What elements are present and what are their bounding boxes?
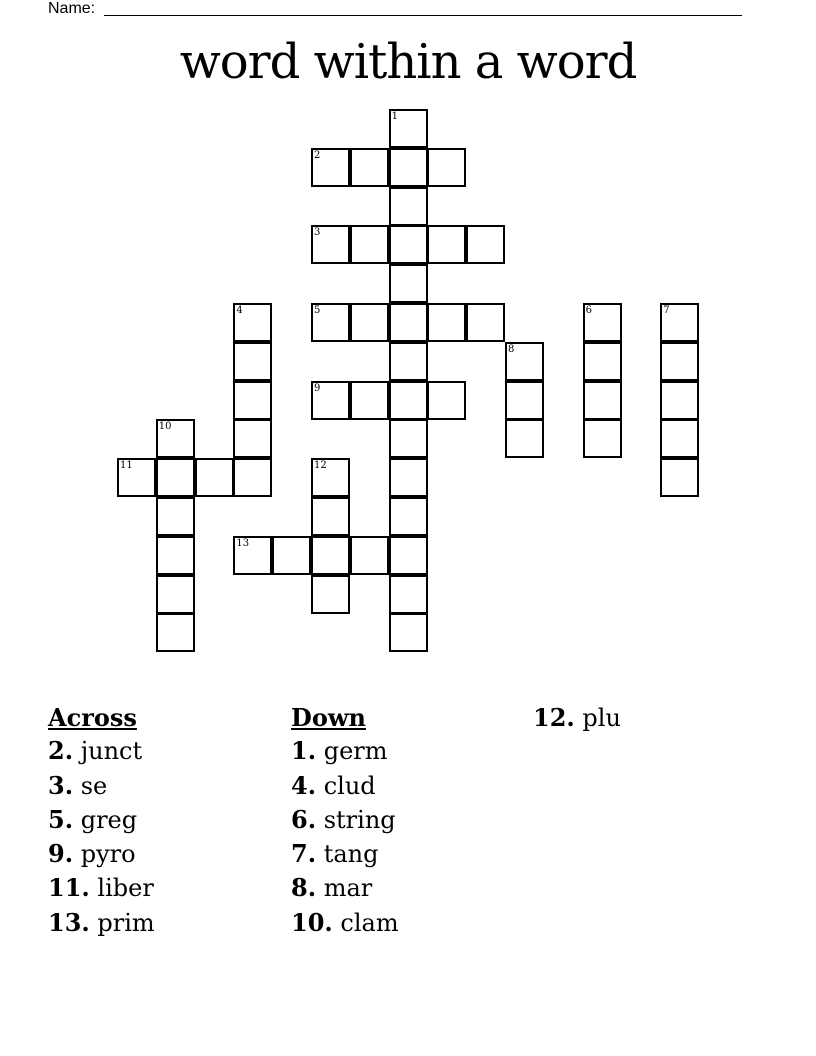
crossword-cell[interactable]: [350, 303, 389, 342]
clue-number: 4: [236, 305, 243, 316]
crossword-cell[interactable]: [389, 381, 428, 420]
crossword-cell[interactable]: [389, 613, 428, 652]
clue-text: clam: [340, 908, 399, 937]
crossword-cell[interactable]: [350, 381, 389, 420]
crossword-cell[interactable]: [583, 381, 622, 420]
clue-item: [48, 803, 155, 837]
clue-number-label: 4.: [291, 770, 317, 800]
crossword-cell-13[interactable]: [233, 536, 272, 575]
crossword-cell[interactable]: [466, 303, 505, 342]
clue-text: junct: [80, 737, 143, 766]
clue-item: [48, 871, 155, 905]
clue-number-label: 5.: [48, 804, 74, 834]
crossword-cell[interactable]: [427, 225, 466, 264]
crossword-cell[interactable]: [389, 187, 428, 226]
down-clue-list-continued: [533, 701, 621, 735]
across-clues: [48, 701, 155, 940]
crossword-cell-12[interactable]: [311, 458, 350, 497]
crossword-cell[interactable]: [660, 381, 699, 420]
crossword-cell[interactable]: [156, 536, 195, 575]
clue-text: prim: [97, 908, 155, 937]
clue-item: [48, 734, 155, 768]
clue-number-label: 10.: [291, 907, 333, 937]
crossword-cell[interactable]: [505, 381, 544, 420]
clue-number-label: 9.: [48, 839, 74, 869]
crossword-cell[interactable]: [427, 381, 466, 420]
clue-text: clud: [323, 771, 376, 800]
clue-number-label: 13.: [48, 907, 90, 937]
clue-number: 3: [314, 227, 321, 239]
clue-number-label: 11.: [48, 873, 90, 903]
crossword-cell[interactable]: [311, 536, 350, 575]
crossword-cell-11[interactable]: [117, 458, 156, 497]
crossword-cell[interactable]: [311, 575, 350, 614]
clue-item: [291, 769, 399, 803]
clue-text: germ: [323, 737, 388, 766]
clue-item: [291, 734, 399, 768]
crossword-cell[interactable]: [350, 225, 389, 264]
clue-number: 11: [120, 460, 133, 472]
crossword-cell[interactable]: [660, 419, 699, 458]
crossword-cell[interactable]: [350, 148, 389, 187]
crossword-cell[interactable]: [389, 575, 428, 614]
crossword-cell[interactable]: [505, 419, 544, 458]
crossword-cell-7[interactable]: [660, 303, 699, 342]
clue-item: [48, 837, 155, 871]
clue-text: tang: [323, 840, 379, 869]
crossword-cell[interactable]: [311, 497, 350, 536]
clue-number: 13: [236, 537, 250, 549]
crossword-cell[interactable]: [156, 613, 195, 652]
across-heading: Across: [48, 703, 137, 732]
clue-number: 1: [391, 111, 398, 122]
clue-text: string: [323, 805, 396, 834]
clue-number-label: 7.: [291, 839, 317, 869]
clue-number: 12: [314, 460, 327, 472]
clue-item: [533, 701, 621, 735]
crossword-cell-1[interactable]: [389, 109, 428, 148]
clue-number-label: 8.: [291, 873, 317, 903]
clue-text: pyro: [80, 840, 136, 869]
crossword-cell[interactable]: [233, 419, 272, 458]
crossword-cell-9[interactable]: [311, 381, 350, 420]
crossword-cell[interactable]: [466, 225, 505, 264]
crossword-cell[interactable]: [389, 303, 428, 342]
page-title: word within a word: [179, 34, 637, 90]
clue-number-label: 6.: [291, 804, 317, 834]
clue-number: 10: [158, 421, 172, 433]
down-clue-list: [291, 734, 399, 940]
crossword-cell[interactable]: [389, 225, 428, 264]
crossword-cell[interactable]: [156, 575, 195, 614]
clue-number: 9: [314, 382, 321, 394]
crossword-cell[interactable]: [389, 148, 428, 187]
clue-item: [291, 906, 399, 940]
crossword-cell[interactable]: [233, 458, 272, 497]
clue-number: 5: [314, 305, 321, 316]
crossword-cell[interactable]: [389, 536, 428, 575]
down-heading: Down: [291, 703, 366, 732]
clue-item: [291, 803, 399, 837]
clue-text: mar: [323, 874, 373, 903]
crossword-cell[interactable]: [350, 536, 389, 575]
crossword-cell[interactable]: [660, 458, 699, 497]
crossword-cell-6[interactable]: [583, 303, 622, 342]
down-clues: [291, 701, 399, 940]
clue-number-label: 3.: [48, 770, 74, 800]
clue-number: 2: [314, 149, 321, 161]
clue-text: liber: [97, 874, 154, 903]
clue-text: greg: [80, 805, 138, 834]
crossword-cell[interactable]: [389, 497, 428, 536]
clue-number: 7: [663, 305, 670, 316]
crossword-cell[interactable]: [389, 458, 428, 497]
clue-number: 6: [585, 305, 592, 316]
clue-item: [291, 837, 399, 871]
crossword-cell[interactable]: [389, 342, 428, 381]
crossword-cell[interactable]: [427, 148, 466, 187]
crossword-cell[interactable]: [583, 419, 622, 458]
clue-text: plu: [582, 704, 621, 732]
clue-item: [291, 871, 399, 905]
across-clue-list: [48, 734, 155, 940]
clue-number: 8: [508, 343, 515, 355]
crossword-cell-4[interactable]: [233, 303, 272, 342]
crossword-cell[interactable]: [583, 342, 622, 381]
crossword-cell[interactable]: [156, 458, 195, 497]
crossword-cell[interactable]: [427, 303, 466, 342]
crossword-cell-10[interactable]: [156, 419, 195, 458]
crossword-cell-5[interactable]: [311, 303, 350, 342]
crossword-cell-8[interactable]: [505, 342, 544, 381]
clue-number-label: 2.: [48, 736, 74, 766]
crossword-cell[interactable]: [195, 458, 234, 497]
crossword-cell[interactable]: [272, 536, 311, 575]
crossword-cell[interactable]: [156, 497, 195, 536]
clue-number-label: 1.: [291, 736, 317, 766]
clue-item: [48, 769, 155, 803]
crossword-cell-3[interactable]: [311, 225, 350, 264]
crossword-cell-2[interactable]: [311, 148, 350, 187]
crossword-cell[interactable]: [389, 419, 428, 458]
crossword-cell[interactable]: [233, 381, 272, 420]
clue-number-label: 12.: [533, 703, 575, 732]
name-label: Name:: [48, 0, 96, 17]
crossword-cell[interactable]: [660, 342, 699, 381]
clue-item: [48, 906, 155, 940]
crossword-cell[interactable]: [233, 342, 272, 381]
down-clues-continued: [533, 701, 621, 735]
clue-text: se: [80, 771, 108, 800]
crossword-cell[interactable]: [389, 264, 428, 303]
